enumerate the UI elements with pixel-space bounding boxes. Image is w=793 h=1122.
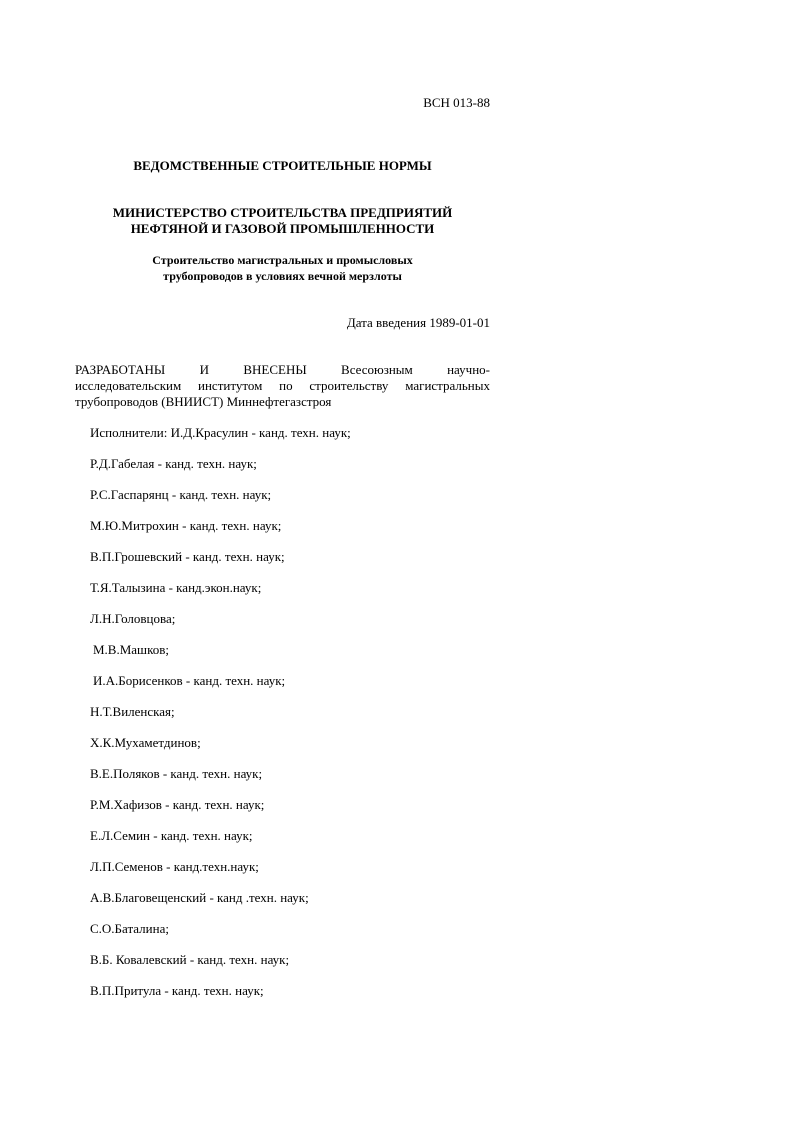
contributor-entry: Р.М.Хафизов - канд. техн. наук; bbox=[90, 797, 265, 812]
contributor-entry: И.А.Борисенков - канд. техн. наук; bbox=[93, 673, 286, 688]
contributor-entry: Т.Я.Талызина - канд.экон.наук; bbox=[90, 580, 262, 595]
ministry-line-2: НЕФТЯНОЙ И ГАЗОВОЙ ПРОМЫШЛЕННОСТИ bbox=[130, 221, 435, 236]
contributor-entry: Р.С.Гаспарянц - канд. техн. наук; bbox=[90, 487, 272, 502]
intro-line-1: РАЗРАБОТАНЫ И ВНЕСЕНЫ Всесоюзным научно- bbox=[75, 362, 490, 377]
contributor-entry: Л.Н.Головцова; bbox=[90, 611, 176, 626]
subject-line-1: Строительство магистральных и промысловых bbox=[152, 253, 413, 267]
contributor-entry: В.Б. Ковалевский - канд. техн. наук; bbox=[90, 952, 290, 967]
contributor-entry: М.Ю.Митрохин - канд. техн. наук; bbox=[90, 518, 282, 533]
contributor-entry: В.П.Грошевский - канд. техн. наук; bbox=[90, 549, 285, 564]
subject-line-2: трубопроводов в условиях вечной мерзлоты bbox=[163, 269, 402, 283]
contributor-entry: Л.П.Семенов - канд.техн.наук; bbox=[90, 859, 259, 874]
intro-line-3: трубопроводов (ВНИИСТ) Миннефтегазстроя bbox=[75, 394, 332, 409]
subject-heading bbox=[75, 252, 490, 284]
contributor-entry: Р.Д.Габелая - канд. техн. наук; bbox=[90, 456, 257, 471]
document-code: ВСН 013-88 bbox=[423, 95, 490, 110]
document-type-heading bbox=[75, 158, 490, 174]
contributor-entry: М.В.Машков; bbox=[93, 642, 169, 657]
contributor-entry: Х.К.Мухаметдинов; bbox=[90, 735, 201, 750]
intro-line-2: исследовательским институтом по строительству магистральных bbox=[75, 378, 490, 393]
contributors-list bbox=[90, 424, 510, 1013]
contributor-entry: В.П.Притула - канд. техн. наук; bbox=[90, 983, 264, 998]
contributor-entry: Н.Т.Виленская; bbox=[90, 704, 175, 719]
contributor-entry: С.О.Баталина; bbox=[90, 921, 169, 936]
document-type-line: ВЕДОМСТВЕННЫЕ СТРОИТЕЛЬНЫЕ НОРМЫ bbox=[133, 158, 432, 173]
contributor-entry: А.В.Благовещенский - канд .техн. наук; bbox=[90, 890, 309, 905]
ministry-line-1: МИНИСТЕРСТВО СТРОИТЕЛЬСТВА ПРЕДПРИЯТИЙ bbox=[112, 205, 453, 220]
contributor-entry: Исполнители: И.Д.Красулин - канд. техн. наук; bbox=[90, 425, 351, 440]
ministry-heading bbox=[75, 205, 490, 237]
contributor-entry: В.Е.Поляков - канд. техн. наук; bbox=[90, 766, 263, 781]
effective-date: Дата введения 1989-01-01 bbox=[346, 315, 490, 330]
developed-by-paragraph bbox=[75, 362, 490, 410]
contributor-entry: Е.Л.Семин - канд. техн. наук; bbox=[90, 828, 253, 843]
